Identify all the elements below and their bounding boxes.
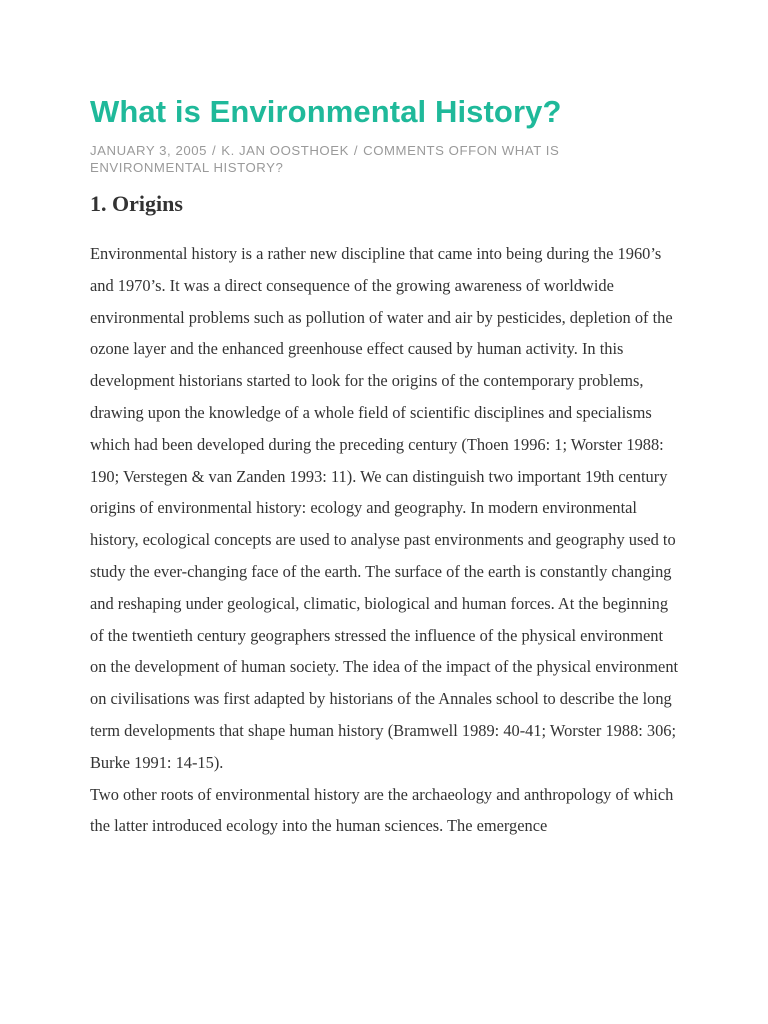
article-body <box>90 238 680 842</box>
post-date-link[interactable]: JANUARY 3, 2005 <box>90 143 207 158</box>
post-title <box>90 92 690 132</box>
author-link[interactable]: K. JAN OOSTHOEK <box>221 143 349 158</box>
comments-status: COMMENTS OFFON WHAT IS ENVIRONMENTAL HISTORY? <box>90 143 560 175</box>
post-meta <box>90 143 650 176</box>
paragraph: Environmental history is a rather new discipline that came into being during the 1960’s and 1970’s. It was a direct consequence of the growing awareness of worldwide environmental problems such as pollution of water and air by pesticides, depletion of the ozone layer and the enhanced greenhouse effect caused by human activity. In this development historians started to look for the origins of the contemporary problems, drawing upon the knowledge of a whole field of scientific disciplines and specialisms which had been developed during the preceding century (Thoen 1996: 1; Worster 1988: 190; Verstegen & van Zanden 1993: 11). We can distinguish two important 19th century origins of environmental history: ecology and geography. In modern environmental history, ecological concepts are used to analyse past environments and geography used to study the ever-changing face of the earth. The surface of the earth is constantly changing and reshaping under geological, climatic, biological and human forces. At the beginning of the twentieth century geographers stressed the influence of the physical environment on the development of human society. The idea of the impact of the physical environment on civilisations was first adapted by historians of the Annales school to describe the long term developments that shape human history (Bramwell 1989: 40-41; Worster 1988: 306; Burke 1991: 14-15). <box>90 244 679 772</box>
paragraph: Two other roots of environmental history are the archaeology and anthropology of which the latter introduced ecology into the human sciences. The emergence <box>90 784 674 836</box>
meta-separator: / <box>212 143 217 158</box>
article <box>90 92 690 842</box>
section-heading: 1. Origins <box>90 191 183 216</box>
post-title-link[interactable]: What is Environmental History? <box>90 94 562 129</box>
meta-separator: / <box>353 143 359 158</box>
